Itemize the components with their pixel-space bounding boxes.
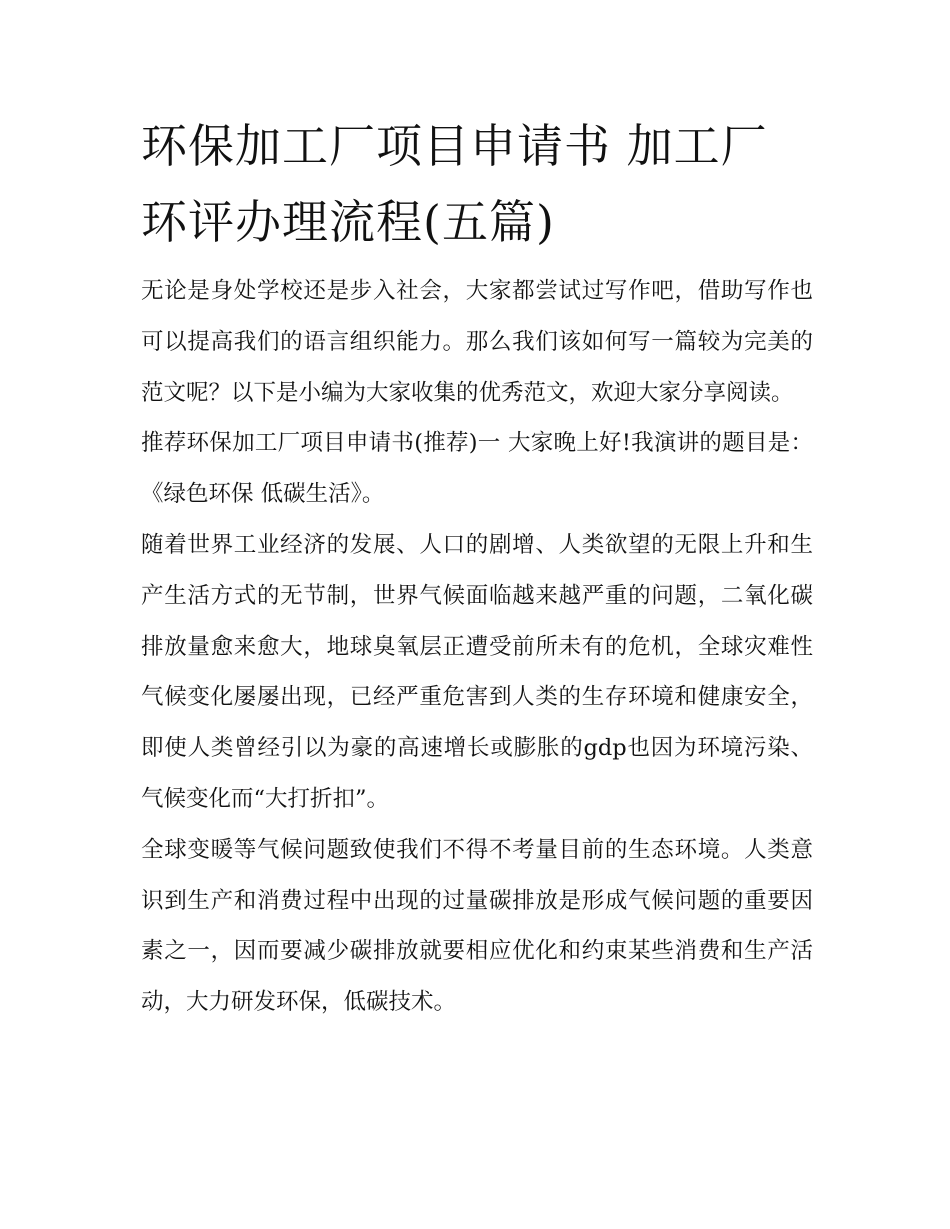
paragraph-climate: 随着世界工业经济的发展、人口的剧增、人类欲望的无限上升和生产生活方式的无节制，世界气候面临越来越严重的问题，二氧化碳排放量愈来愈大，地球臭氧层正遭受前所未有的危机，全球灾难性气候变化屡屡出现，已经严重危害到人类的生存环境和健康安全，即使人类曾经引以为豪的高速增长或膨胀的gdp也因为环境污染、气候变化而“大打折扣”。	[141, 531, 813, 812]
paragraph-speech-title: 推荐环保加工厂项目申请书(推荐)一 大家晚上好!我演讲的题目是：《绿色环保 低碳生活》。	[141, 430, 813, 508]
paragraph-intro: 无论是身处学校还是步入社会，大家都尝试过写作吧，借助写作也可以提高我们的语言组织能力。那么我们该如何写一篇较为完美的范文呢？以下是小编为大家收集的优秀范文，欢迎大家分享阅读。	[141, 278, 813, 406]
document-title: 环保加工厂项目申请书 加工厂环评办理流程(五篇)	[141, 119, 768, 249]
document-page	[141, 108, 813, 1028]
paragraph-carbon: 全球变暖等气候问题致使我们不得不考量目前的生态环境。人类意识到生产和消费过程中出现的过量碳排放是形成气候问题的重要因素之一，因而要减少碳排放就要相应优化和约束某些消费和生产活动，大力研发环保，低碳技术。	[141, 836, 813, 1016]
document-body	[141, 266, 813, 1028]
